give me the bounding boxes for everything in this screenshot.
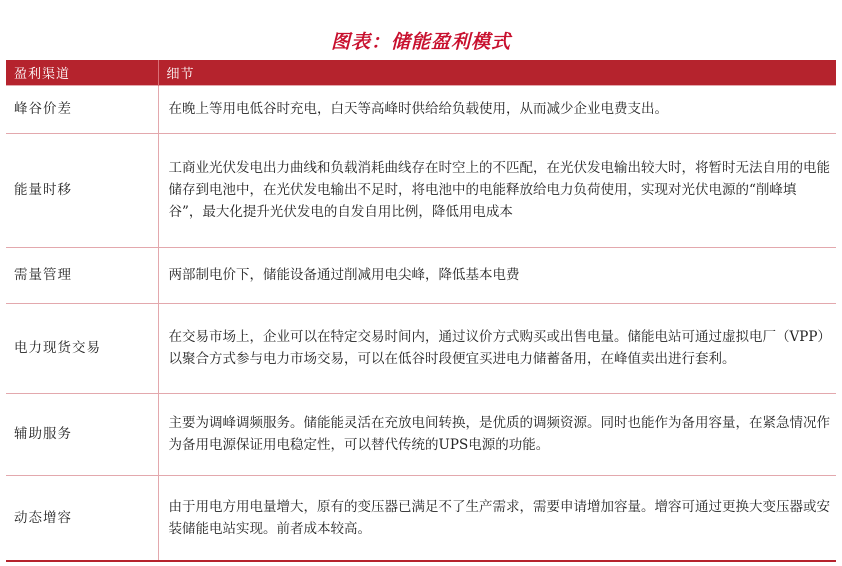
channel-cell: 需量管理 [6,247,158,303]
detail-cell: 工商业光伏发电出力曲线和负载消耗曲线存在时空上的不匹配，在光伏发电输出较大时，将暂时无法自用的电能储存到电池中，在光伏发电输出不足时，将电池中的电能释放给电力负荷使用，实现对光伏电源的“削峰填谷”，最大化提升光伏发电的自发自用比例，降低用电成本 [158,133,836,247]
table-row [6,247,836,303]
detail-cell: 在交易市场上，企业可以在特定交易时间内，通过议价方式购买或出售电量。储能电站可通过虚拟电厂（VPP）以聚合方式参与电力市场交易，可以在低谷时段便宜买进电力储蓄备用，在峰值卖出进行套利。 [158,303,836,393]
table-row [6,475,836,561]
detail-cell: 在晚上等用电低谷时充电，白天等高峰时供给给负载使用，从而减少企业电费支出。 [158,85,836,133]
table-row [6,133,836,247]
profit-model-table [6,60,836,562]
table-row [6,303,836,393]
table-row [6,85,836,133]
channel-cell: 辅助服务 [6,393,158,475]
detail-cell: 两部制电价下，储能设备通过削减用电尖峰，降低基本电费 [158,247,836,303]
channel-cell: 电力现货交易 [6,303,158,393]
page-title: 图表：储能盈利模式 [330,31,511,53]
detail-cell: 主要为调峰调频服务。储能能灵活在充放电间转换，是优质的调频资源。同时也能作为备用容量，在紧急情况作为备用电源保证用电稳定性，可以替代传统的UPS电源的功能。 [158,393,836,475]
column-header-detail: 细节 [166,66,195,82]
table-row [6,393,836,475]
table-header-row [6,60,836,85]
channel-cell: 能量时移 [6,133,158,247]
channel-cell: 动态增容 [6,475,158,561]
detail-cell: 由于用电方用电量增大，原有的变压器已满足不了生产需求，需要申请增加容量。增容可通过更换大变压器或安装储能电站实现。前者成本较高。 [158,475,836,561]
channel-cell: 峰谷价差 [6,85,158,133]
column-header-channel: 盈利渠道 [6,60,158,85]
